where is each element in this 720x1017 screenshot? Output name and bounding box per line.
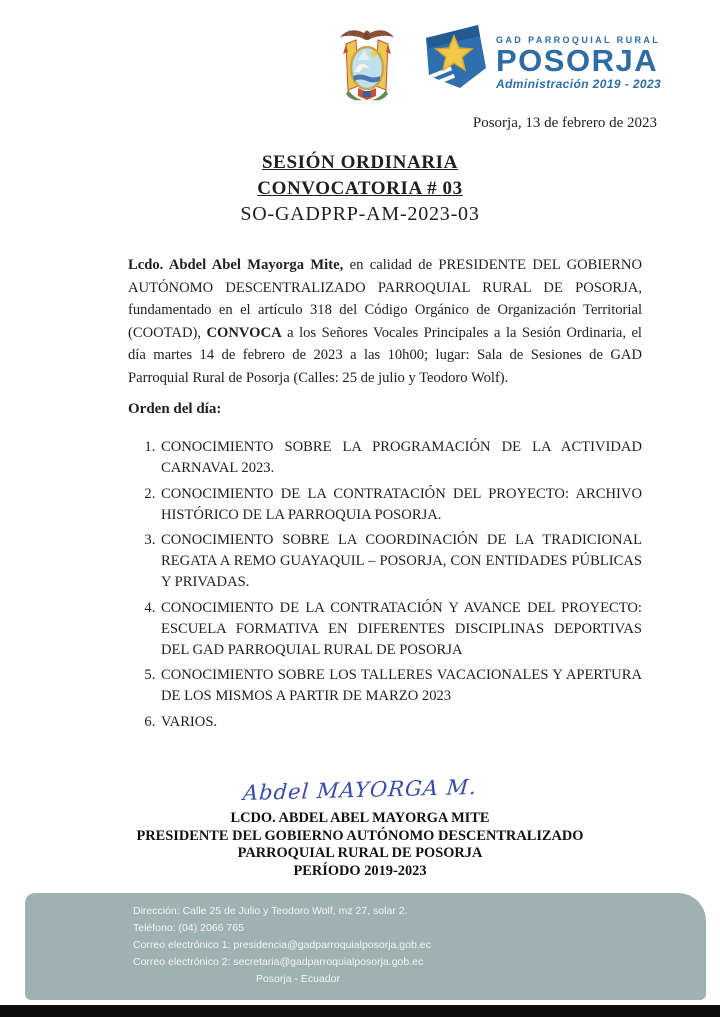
photo-bottom-edge xyxy=(0,1005,720,1017)
document-code: SO-GADPRP-AM-2023-03 xyxy=(240,203,480,225)
logo-top-text: GAD PARROQUIAL RURAL xyxy=(496,35,661,45)
ecuador-coat-of-arms-icon xyxy=(334,24,400,108)
footer-band xyxy=(25,893,706,1000)
posorja-shield-icon xyxy=(416,22,490,102)
signer-title-line1: PRESIDENTE DEL GOBIERNO AUTÓNOMO DESCENTRALIZADO xyxy=(136,827,584,844)
logo-subtitle-text: Administración 2019 - 2023 xyxy=(496,77,662,91)
footer-location: Posorja - Ecuador xyxy=(255,973,341,985)
footer-phone: Teléfono: (04) 2066 765 xyxy=(133,922,244,934)
signer-name: LCDO. ABDEL ABEL MAYORGA MITE xyxy=(230,810,490,826)
footer-contact-info xyxy=(25,893,706,988)
signature-block xyxy=(0,810,720,880)
convoca-word: CONVOCA xyxy=(206,324,282,341)
logo-name-text: POSORJA xyxy=(496,43,659,78)
handwritten-signature: Abdel MAYORGA M. xyxy=(242,774,478,806)
footer-email-1: Correo electrónico 1: presidencia@gadparroquialposorja.gob.ec xyxy=(133,939,431,951)
title-block xyxy=(0,152,720,226)
session-title: SESIÓN ORDINARIA xyxy=(262,152,458,173)
agenda-heading: Orden del día: xyxy=(128,401,222,417)
agenda-item: 4. CONOCIMIENTO DE LA CONTRATACIÓN Y AVANCE DEL PROYECTO: ESCUELA FORMATIVA EN DIFERENTES DISCIPLINAS DEPORTIVAS DEL GAD PARROQUIAL RURAL DE POSORJA xyxy=(159,598,642,661)
footer-address: Dirección: Calle 25 de Julio y Teodoro Wolf, mz 27, solar 2. xyxy=(133,905,408,917)
agenda-item: 3. CONOCIMIENTO SOBRE LA COORDINACIÓN DE LA TRADICIONAL REGATA A REMO GUAYAQUIL – POSORJA, CON ENTIDADES PÚBLICAS Y PRIVADAS. xyxy=(159,530,642,593)
body-part2: a los Señores Vocales Principales a la Sesión Ordinaria, el día martes 14 de febrero de 2023 a las 10h00; lugar: Sala de Sesiones de GAD Parroquial Rural de Posorja (Calles: 25 de julio y Teodoro Wolf). xyxy=(128,324,642,386)
signer-title-line2: PARROQUIAL RURAL DE POSORJA xyxy=(237,845,483,862)
footer-email-2: Correo electrónico 2: secretaria@gadparroquialposorja.gob.ec xyxy=(133,956,424,968)
date-line: Posorja, 13 de febrero de 2023 xyxy=(472,115,657,131)
president-name: Lcdo. Abdel Abel Mayorga Mite, xyxy=(128,257,344,273)
agenda-item: 2. CONOCIMIENTO DE LA CONTRATACIÓN DEL PROYECTO: ARCHIVO HISTÓRICO DE LA PARROQUIA POSORJA. xyxy=(159,484,642,526)
agenda-item: 6. VARIOS. xyxy=(159,712,642,733)
agenda-item: 1. CONOCIMIENTO SOBRE LA PROGRAMACIÓN DE LA ACTIVIDAD CARNAVAL 2023. xyxy=(159,437,642,479)
convocatoria-number: CONVOCATORIA # 03 xyxy=(257,178,463,199)
agenda-list xyxy=(128,437,642,737)
agenda-item: 5. CONOCIMIENTO SOBRE LOS TALLERES VACACIONALES Y APERTURA DE LOS MISMOS A PARTIR DE MARZO 2023 xyxy=(159,665,642,707)
body-part1: en calidad de PRESIDENTE DEL GOBIERNO AUTÓNOMO DESCENTRALIZADO PARROQUIAL RURAL DE POSORJA, fundamentado en el artículo 318 del Código Orgánico de Organización Territorial (COOTAD), xyxy=(128,257,642,341)
body-paragraph xyxy=(128,254,642,390)
posorja-logo xyxy=(416,22,661,102)
signer-period: PERÍODO 2019-2023 xyxy=(293,862,427,879)
